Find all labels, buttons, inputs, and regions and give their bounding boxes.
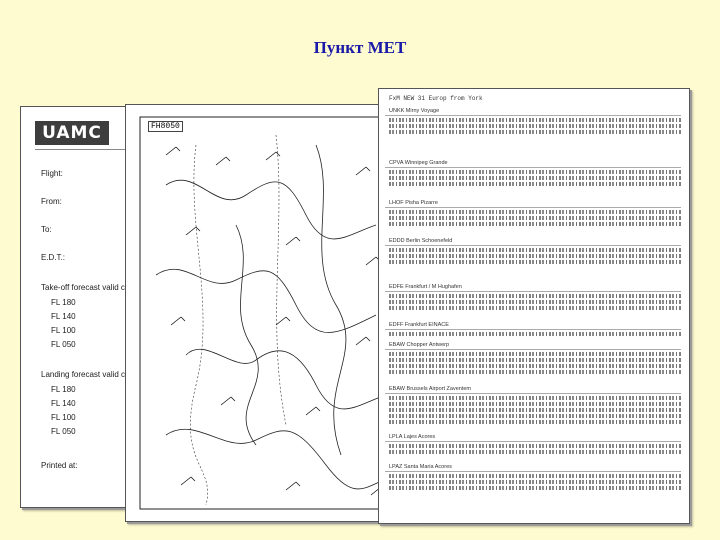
station-name: EDDD Berlin Schoenefeld — [385, 237, 681, 246]
report-text-line — [389, 306, 681, 310]
station-name: LPAZ Santa Maria Acores — [385, 463, 681, 472]
station-name: EBAW Chopper Antwerp — [385, 341, 681, 350]
station-block — [385, 199, 681, 226]
station-name: UNKK Mirny Voyage — [385, 107, 681, 116]
takeoff-level-140: FL 140 — [51, 312, 76, 321]
station-block — [385, 107, 681, 134]
report-text-line — [389, 254, 681, 258]
station-name: CPVA Winnipeg Grande — [385, 159, 681, 168]
weather-chart-map — [126, 105, 416, 521]
field-label-edt: E.D.T.: — [41, 253, 66, 262]
report-text-line — [389, 216, 681, 220]
station-block — [385, 341, 681, 374]
station-name: LPLA Lajes Acores — [385, 433, 681, 442]
report-text-line — [389, 210, 681, 214]
report-header: FxM NEW 31 Europ from York — [389, 95, 483, 102]
takeoff-level-180: FL 180 — [51, 298, 76, 307]
takeoff-level-100: FL 100 — [51, 326, 76, 335]
landing-level-140: FL 140 — [51, 399, 76, 408]
report-text-line — [389, 444, 681, 448]
report-text-line — [389, 414, 681, 418]
station-name: EBAW Brussels Airport Zaventem — [385, 385, 681, 394]
printed-at-label: Printed at: — [41, 461, 78, 470]
weather-chart — [125, 104, 417, 522]
landing-header: Landing forecast valid c — [41, 370, 126, 379]
field-label-from: From: — [41, 197, 62, 206]
takeoff-level-050: FL 050 — [51, 340, 76, 349]
field-label-flight: Flight: — [41, 169, 63, 178]
station-name: LHOF Pisha Pizarre — [385, 199, 681, 208]
report-text-line — [389, 364, 681, 368]
report-text-line — [389, 358, 681, 362]
report-text-line — [389, 474, 681, 478]
metar-taf-report — [378, 88, 690, 524]
station-block — [385, 237, 681, 264]
report-text-line — [389, 486, 681, 490]
report-text-line — [389, 408, 681, 412]
report-text-line — [389, 222, 681, 226]
report-text-line — [389, 248, 681, 252]
landing-level-050: FL 050 — [51, 427, 76, 436]
report-text-line — [389, 450, 681, 454]
report-text-line — [389, 118, 681, 122]
takeoff-header: Take-off forecast valid c — [41, 283, 125, 292]
landing-level-100: FL 100 — [51, 413, 76, 422]
report-text-line — [389, 182, 681, 186]
report-text-line — [389, 260, 681, 264]
station-block — [385, 321, 681, 336]
report-text-line — [389, 300, 681, 304]
report-text-line — [389, 332, 681, 336]
uamc-logo: UAMC — [35, 121, 109, 145]
report-text-line — [389, 176, 681, 180]
report-text-line — [389, 396, 681, 400]
report-text-line — [389, 294, 681, 298]
station-block — [385, 463, 681, 490]
report-text-line — [389, 370, 681, 374]
report-text-line — [389, 130, 681, 134]
station-name: EDFF Frankfurt EINACE — [385, 321, 681, 330]
station-block — [385, 433, 681, 454]
station-block — [385, 385, 681, 424]
report-text-line — [389, 352, 681, 356]
report-text-line — [389, 420, 681, 424]
station-name: EDFE Frankfurt / M Hughafen — [385, 283, 681, 292]
report-text-line — [389, 480, 681, 484]
slide-title: Пункт МЕТ — [313, 38, 407, 57]
field-label-to: To: — [41, 225, 52, 234]
report-text-line — [389, 170, 681, 174]
station-block — [385, 283, 681, 310]
weather-chart-label: FH8050 — [148, 121, 183, 132]
landing-level-180: FL 180 — [51, 385, 76, 394]
report-text-line — [389, 402, 681, 406]
station-block — [385, 159, 681, 186]
report-text-line — [389, 124, 681, 128]
